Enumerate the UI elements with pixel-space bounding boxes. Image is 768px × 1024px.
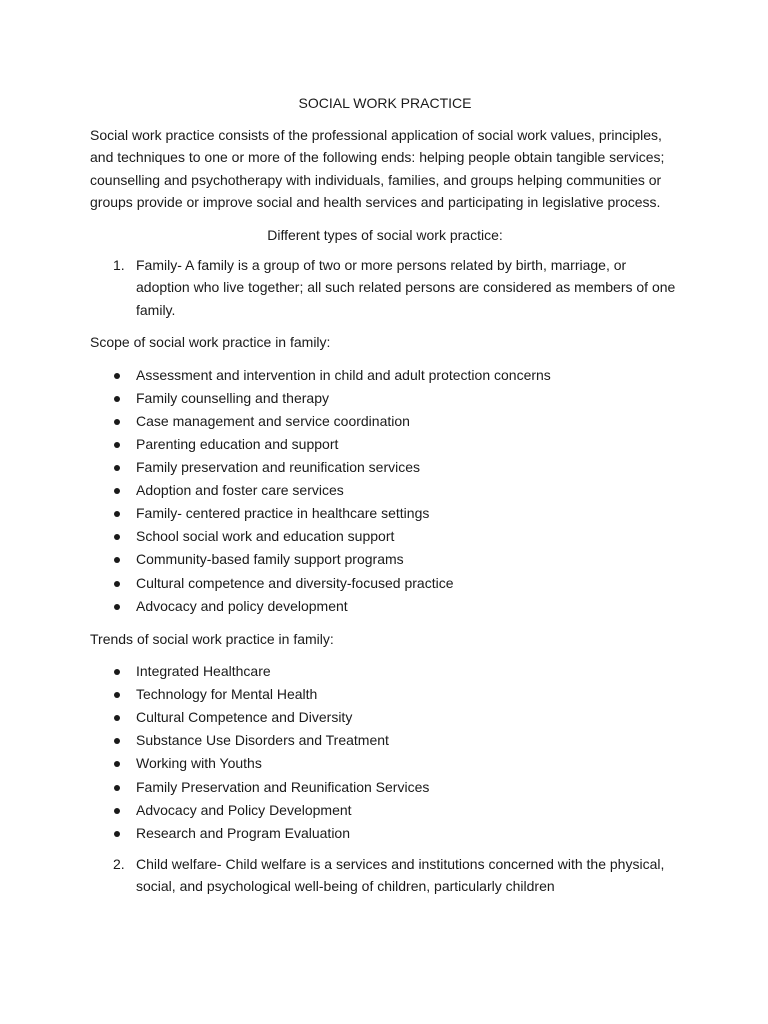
- bullet-icon: [114, 396, 120, 402]
- list-item: [90, 572, 680, 595]
- list-item-text: Family- centered practice in healthcare settings: [136, 505, 430, 522]
- bullet-icon: [114, 831, 120, 837]
- list-item-text: Integrated Healthcare: [136, 663, 271, 680]
- list-item: [90, 822, 680, 845]
- bullet-icon: [114, 785, 120, 791]
- list-item: [90, 706, 680, 729]
- list-item-text: Adoption and foster care services: [136, 482, 344, 499]
- bullet-icon: [114, 715, 120, 721]
- list-item: [90, 525, 680, 548]
- bullet-icon: [114, 442, 120, 448]
- bullet-icon: [114, 761, 120, 767]
- list-item: [90, 387, 680, 410]
- list-item: [90, 548, 680, 571]
- list-item-text: School social work and education support: [136, 528, 395, 545]
- bullet-icon: [114, 581, 120, 587]
- list-item-text: Advocacy and Policy Development: [136, 801, 352, 818]
- intro-paragraph: Social work practice consists of the professional application of social work values, principles, and techniques to one or more of the following ends: helping people obtain tangible services; counselling and psychotherapy with individuals, families, and groups helping communities or groups provide or improve social and health services and participating in legislative process.: [90, 127, 665, 211]
- list-item-text: Family preservation and reunification services: [136, 459, 421, 476]
- list-item: [90, 752, 680, 775]
- list-item-text: Technology for Mental Health: [136, 686, 318, 703]
- bullet-icon: [114, 557, 120, 563]
- bullet-icon: [114, 738, 120, 744]
- document-page: [90, 92, 680, 898]
- bullet-icon: [114, 511, 120, 517]
- list-item: [90, 364, 680, 387]
- numbered-item-child-welfare: [90, 853, 680, 898]
- item-text: Family- A family is a group of two or more persons related by birth, marriage, or adoption who live together; all such related persons are considered as members of one family.: [136, 257, 676, 318]
- list-item: [90, 502, 680, 525]
- list-item-text: Cultural Competence and Diversity: [136, 709, 353, 726]
- page-title: SOCIAL WORK PRACTICE: [298, 95, 472, 111]
- list-item: [90, 595, 680, 618]
- list-item: [90, 433, 680, 456]
- list-item-text: Community-based family support programs: [136, 551, 404, 568]
- bullet-icon: [114, 808, 120, 814]
- list-item: [90, 799, 680, 822]
- item-number: 1.: [113, 257, 125, 274]
- list-item: [90, 683, 680, 706]
- bullet-icon: [114, 534, 120, 540]
- list-item: [90, 776, 680, 799]
- list-item-text: Family counselling and therapy: [136, 389, 329, 406]
- item-text: Child welfare- Child welfare is a services and institutions concerned with the physical, social, and psychological well-being of children, particularly children: [136, 855, 665, 895]
- scope-heading: Scope of social work practice in family:: [90, 334, 331, 351]
- list-item-text: Cultural competence and diversity-focused practice: [136, 574, 454, 591]
- item-number: 2.: [113, 855, 125, 872]
- list-item: [90, 410, 680, 433]
- list-item: [90, 456, 680, 479]
- bullet-icon: [114, 419, 120, 425]
- bullet-icon: [114, 604, 120, 610]
- list-item-text: Substance Use Disorders and Treatment: [136, 732, 389, 749]
- list-item-text: Family Preservation and Reunification Services: [136, 778, 430, 795]
- numbered-list-2: [90, 853, 680, 898]
- numbered-list-1: [90, 254, 680, 321]
- list-item-text: Case management and service coordination: [136, 412, 410, 429]
- scope-list: [90, 364, 680, 618]
- list-item-text: Working with Youths: [136, 755, 262, 772]
- trends-list: [90, 660, 680, 845]
- list-item-text: Parenting education and support: [136, 435, 339, 452]
- list-item: [90, 729, 680, 752]
- bullet-icon: [114, 488, 120, 494]
- bullet-icon: [114, 465, 120, 471]
- trends-heading: Trends of social work practice in family:: [90, 630, 334, 647]
- list-item-text: Advocacy and policy development: [136, 597, 348, 614]
- list-item-text: Assessment and intervention in child and adult protection concerns: [136, 366, 551, 383]
- list-item-text: Research and Program Evaluation: [136, 824, 351, 841]
- bullet-icon: [114, 373, 120, 379]
- numbered-item-family: [90, 254, 680, 321]
- list-item: [90, 660, 680, 683]
- list-item: [90, 479, 680, 502]
- types-heading: Different types of social work practice:: [267, 226, 503, 243]
- bullet-icon: [114, 669, 120, 675]
- bullet-icon: [114, 692, 120, 698]
